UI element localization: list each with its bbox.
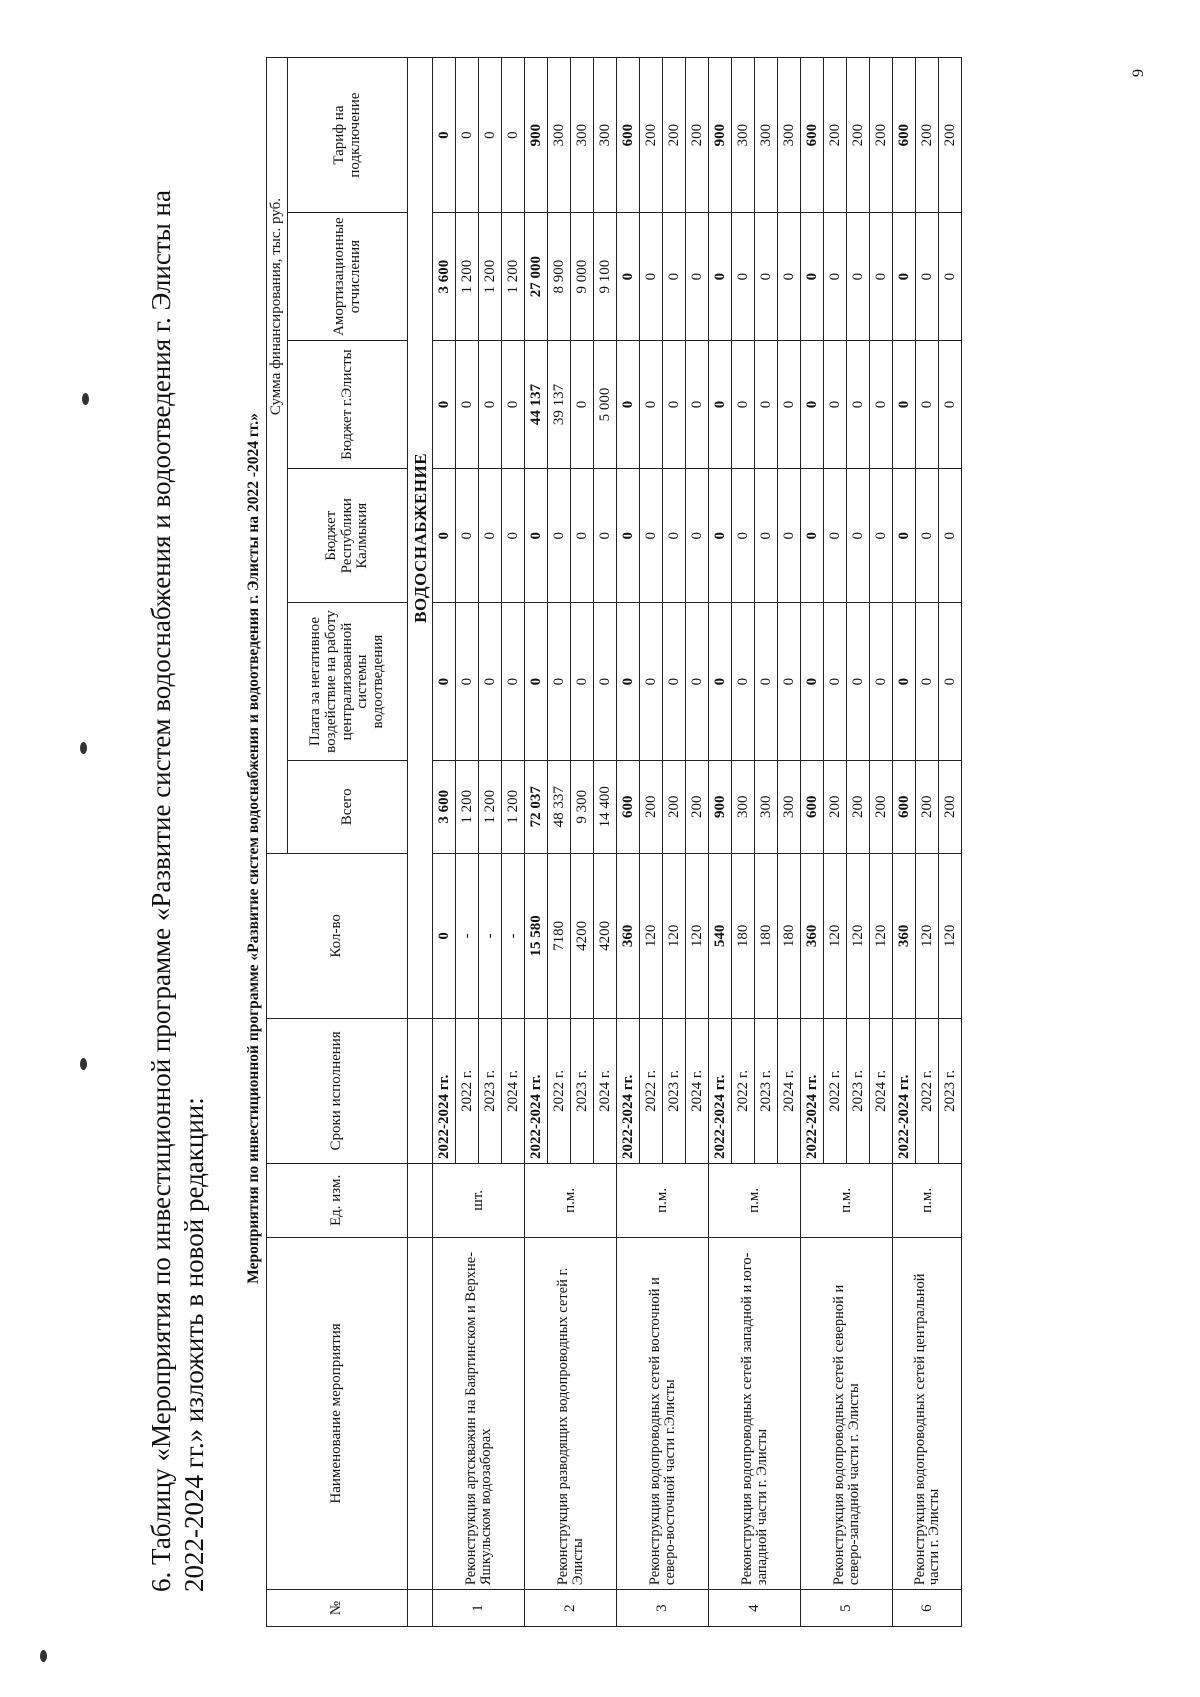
cell-term: 2022-2024 гг. [709, 1018, 732, 1163]
cell-fee: 0 [755, 603, 778, 760]
cell-city: 5 000 [594, 341, 617, 469]
cell-term: 2022 г. [640, 1018, 663, 1163]
unit-cell: шт. [433, 1164, 525, 1238]
cell-amort: 9 100 [594, 213, 617, 341]
cell-city: 0 [686, 341, 709, 469]
cell-city: 0 [709, 341, 732, 469]
measure-name: Реконструкция разводящих водопроводных сетей г. Элисты [525, 1237, 617, 1589]
cell-term: 2023 г. [663, 1018, 686, 1163]
cell-city: 0 [870, 341, 893, 469]
cell-city: 0 [916, 341, 939, 469]
cell-total: 200 [824, 760, 847, 853]
cell-qty: 120 [686, 853, 709, 1018]
cell-total: 600 [617, 760, 640, 853]
cell-rep: 0 [824, 469, 847, 603]
row-number: 2 [525, 1590, 617, 1627]
cell-total: 300 [732, 760, 755, 853]
cell-qty: 360 [801, 853, 824, 1018]
cell-tariff: 600 [893, 58, 916, 213]
header-total: Всего [288, 760, 408, 853]
cell-qty: 540 [709, 853, 732, 1018]
cell-fee: 0 [548, 603, 571, 760]
header-amortization: Амортизационные отчисления [288, 213, 408, 341]
cell-amort: 0 [755, 213, 778, 341]
cell-city: 0 [617, 341, 640, 469]
cell-total: 3 600 [433, 760, 456, 853]
cell-term: 2022-2024 гг. [525, 1018, 548, 1163]
header-fee: Плата за негативное воздействие на работу централизованной системы водоотведения [288, 603, 408, 760]
cell-fee: 0 [801, 603, 824, 760]
cell-rep: 0 [755, 469, 778, 603]
cell-tariff: 0 [433, 58, 456, 213]
header-qty: Кол-во [267, 853, 408, 1018]
cell-rep: 0 [709, 469, 732, 603]
cell-tariff: 300 [594, 58, 617, 213]
cell-fee: 0 [870, 603, 893, 760]
cell-term: 2022 г. [916, 1018, 939, 1163]
cell-amort: 1 200 [479, 213, 502, 341]
cell-qty: 180 [778, 853, 801, 1018]
cell-rep: 0 [801, 469, 824, 603]
document-heading [145, 112, 211, 1592]
cell-rep: 0 [433, 469, 456, 603]
cell-term: 2022 г. [456, 1018, 479, 1163]
cell-total: 300 [778, 760, 801, 853]
cell-qty: - [502, 853, 525, 1018]
cell-tariff: 200 [939, 58, 962, 213]
cell-term: 2024 г. [686, 1018, 709, 1163]
cell-tariff: 300 [732, 58, 755, 213]
cell-term: 2023 г. [847, 1018, 870, 1163]
cell-tariff: 600 [801, 58, 824, 213]
cell-amort: 0 [824, 213, 847, 341]
table-row [709, 58, 732, 1627]
investment-table [266, 57, 962, 1627]
cell-amort: 0 [870, 213, 893, 341]
unit-cell: п.м. [525, 1164, 617, 1238]
cell-term: 2022 г. [824, 1018, 847, 1163]
cell-fee: 0 [479, 603, 502, 760]
cell-fee: 0 [456, 603, 479, 760]
cell-fee: 0 [571, 603, 594, 760]
unit-cell: п.м. [709, 1164, 801, 1238]
row-number: 4 [709, 1590, 801, 1627]
cell-total: 200 [916, 760, 939, 853]
cell-qty: 120 [916, 853, 939, 1018]
cell-qty: 180 [755, 853, 778, 1018]
cell-qty: 120 [939, 853, 962, 1018]
unit-cell: п.м. [893, 1164, 962, 1238]
cell-city: 0 [479, 341, 502, 469]
cell-fee: 0 [433, 603, 456, 760]
cell-term: 2022-2024 гг. [433, 1018, 456, 1163]
header-name: Наименование мероприятия [267, 1237, 408, 1589]
cell-city: 0 [939, 341, 962, 469]
cell-city: 0 [801, 341, 824, 469]
unit-cell: п.м. [617, 1164, 709, 1238]
measure-name: Реконструкция артскважин на Баяртинском и Верхне-Яшкульском водозаборах [433, 1237, 525, 1589]
table-row [617, 58, 640, 1627]
measure-name: Реконструкция водопроводных сетей западной и юго-западной части г. Элисты [709, 1237, 801, 1589]
cell-tariff: 200 [870, 58, 893, 213]
cell-amort: 1 200 [502, 213, 525, 341]
cell-amort: 0 [663, 213, 686, 341]
cell-city: 0 [824, 341, 847, 469]
cell-rep: 0 [732, 469, 755, 603]
cell-amort: 27 000 [525, 213, 548, 341]
cell-fee: 0 [778, 603, 801, 760]
cell-total: 200 [847, 760, 870, 853]
cell-term: 2024 г. [870, 1018, 893, 1163]
cell-amort: 0 [939, 213, 962, 341]
cell-amort: 0 [640, 213, 663, 341]
cell-qty: 360 [617, 853, 640, 1018]
cell-city: 0 [893, 341, 916, 469]
cell-qty: 120 [663, 853, 686, 1018]
cell-fee: 0 [939, 603, 962, 760]
cell-city: 0 [571, 341, 594, 469]
cell-amort: 0 [847, 213, 870, 341]
cell-fee: 0 [824, 603, 847, 760]
cell-city: 0 [778, 341, 801, 469]
cell-rep: 0 [548, 469, 571, 603]
cell-term: 2023 г. [755, 1018, 778, 1163]
cell-amort: 8 900 [548, 213, 571, 341]
cell-qty: 120 [640, 853, 663, 1018]
cell-qty: 120 [870, 853, 893, 1018]
cell-term: 2023 г. [571, 1018, 594, 1163]
cell-term: 2023 г. [939, 1018, 962, 1163]
cell-city: 0 [755, 341, 778, 469]
cell-city: 0 [640, 341, 663, 469]
cell-total: 72 037 [525, 760, 548, 853]
cell-city: 39 137 [548, 341, 571, 469]
cell-fee: 0 [732, 603, 755, 760]
cell-fee: 0 [663, 603, 686, 760]
cell-qty: 360 [893, 853, 916, 1018]
cell-rep: 0 [663, 469, 686, 603]
row-number: 5 [801, 1590, 893, 1627]
cell-fee: 0 [893, 603, 916, 760]
cell-total: 1 200 [502, 760, 525, 853]
header-term: Сроки исполнения [267, 1018, 408, 1163]
cell-term: 2022 г. [548, 1018, 571, 1163]
cell-total: 200 [686, 760, 709, 853]
cell-total: 1 200 [456, 760, 479, 853]
table-caption: Мероприятия по инвестиционной программе «Развитие систем водоснабжения и водоотведения г. Элисты на 2022 -2024 гг.» [245, 413, 262, 1284]
cell-amort: 0 [686, 213, 709, 341]
cell-total: 1 200 [479, 760, 502, 853]
cell-city: 0 [456, 341, 479, 469]
table-row [433, 58, 456, 1627]
row-number: 1 [433, 1590, 525, 1627]
cell-city: 0 [502, 341, 525, 469]
cell-tariff: 300 [755, 58, 778, 213]
cell-tariff: 200 [824, 58, 847, 213]
cell-qty: 7180 [548, 853, 571, 1018]
cell-rep: 0 [617, 469, 640, 603]
cell-qty: 0 [433, 853, 456, 1018]
cell-amort: 0 [709, 213, 732, 341]
cell-city: 0 [847, 341, 870, 469]
cell-total: 200 [640, 760, 663, 853]
cell-total: 48 337 [548, 760, 571, 853]
cell-total: 14 400 [594, 760, 617, 853]
cell-total: 900 [709, 760, 732, 853]
cell-term: 2022 г. [732, 1018, 755, 1163]
unit-cell: п.м. [801, 1164, 893, 1238]
page-number: 9 [1130, 69, 1147, 77]
cell-rep: 0 [502, 469, 525, 603]
cell-city: 0 [732, 341, 755, 469]
header-unit: Ед. изм. [267, 1164, 408, 1238]
cell-fee: 0 [525, 603, 548, 760]
measure-name: Реконструкция водопроводных сетей центральной части г. Элисты [893, 1237, 962, 1589]
cell-rep: 0 [778, 469, 801, 603]
cell-amort: 3 600 [433, 213, 456, 341]
header-city-budget: Бюджет г.Элисты [288, 341, 408, 469]
cell-rep: 0 [916, 469, 939, 603]
cell-rep: 0 [594, 469, 617, 603]
cell-fee: 0 [640, 603, 663, 760]
cell-qty: 120 [847, 853, 870, 1018]
cell-amort: 9 000 [571, 213, 594, 341]
cell-rep: 0 [686, 469, 709, 603]
section-title: ВОДОСНАБЖЕНИЕ [408, 58, 433, 1019]
header-funding: Сумма финансирования, тыс. руб. [267, 58, 288, 854]
cell-term: 2022-2024 гг. [801, 1018, 824, 1163]
cell-qty: - [456, 853, 479, 1018]
cell-total: 200 [939, 760, 962, 853]
cell-fee: 0 [617, 603, 640, 760]
cell-amort: 0 [916, 213, 939, 341]
table-row [801, 58, 824, 1627]
cell-total: 9 300 [571, 760, 594, 853]
cell-total: 200 [663, 760, 686, 853]
cell-tariff: 300 [778, 58, 801, 213]
cell-fee: 0 [916, 603, 939, 760]
cell-fee: 0 [502, 603, 525, 760]
row-number: 3 [617, 1590, 709, 1627]
cell-qty: 15 580 [525, 853, 548, 1018]
cell-tariff: 200 [663, 58, 686, 213]
cell-rep: 0 [640, 469, 663, 603]
cell-qty: 4200 [594, 853, 617, 1018]
cell-tariff: 200 [686, 58, 709, 213]
cell-rep: 0 [870, 469, 893, 603]
table-row [893, 58, 916, 1627]
cell-total: 600 [801, 760, 824, 853]
cell-total: 600 [893, 760, 916, 853]
cell-tariff: 200 [640, 58, 663, 213]
cell-amort: 0 [801, 213, 824, 341]
cell-term: 2023 г. [479, 1018, 502, 1163]
cell-tariff: 200 [916, 58, 939, 213]
cell-term: 2024 г. [594, 1018, 617, 1163]
row-number: 6 [893, 1590, 962, 1627]
cell-total: 200 [870, 760, 893, 853]
cell-tariff: 600 [617, 58, 640, 213]
cell-amort: 0 [617, 213, 640, 341]
cell-qty: - [479, 853, 502, 1018]
cell-city: 0 [433, 341, 456, 469]
header-num: № [267, 1590, 408, 1627]
cell-city: 44 137 [525, 341, 548, 469]
cell-fee: 0 [847, 603, 870, 760]
cell-rep: 0 [939, 469, 962, 603]
cell-tariff: 900 [709, 58, 732, 213]
cell-amort: 0 [732, 213, 755, 341]
heading-line-2: 2022-2024 гг.» изложить в новой редакции: [178, 1097, 209, 1592]
cell-rep: 0 [456, 469, 479, 603]
cell-amort: 0 [778, 213, 801, 341]
cell-qty: 4200 [571, 853, 594, 1018]
header-rep-budget: Бюджет Республики Калмыкия [288, 469, 408, 603]
measure-name: Реконструкция водопроводных сетей восточной и северо-восточной части г.Элисты [617, 1237, 709, 1589]
cell-tariff: 0 [479, 58, 502, 213]
cell-qty: 180 [732, 853, 755, 1018]
table-row [525, 58, 548, 1627]
cell-term: 2022-2024 гг. [893, 1018, 916, 1163]
cell-tariff: 0 [456, 58, 479, 213]
cell-city: 0 [663, 341, 686, 469]
cell-rep: 0 [847, 469, 870, 603]
cell-qty: 120 [824, 853, 847, 1018]
measure-name: Реконструкция водопроводных сетей северной и северо-западной части г. Элисты [801, 1237, 893, 1589]
cell-fee: 0 [709, 603, 732, 760]
cell-term: 2022-2024 гг. [617, 1018, 640, 1163]
cell-total: 300 [755, 760, 778, 853]
cell-rep: 0 [479, 469, 502, 603]
header-tariff: Тариф на подключение [288, 58, 408, 213]
section-row [408, 58, 433, 1627]
cell-rep: 0 [525, 469, 548, 603]
cell-fee: 0 [686, 603, 709, 760]
heading-line-1: 6. Таблицу «Мероприятия по инвестиционной программе «Развитие систем водоснабжения и водоотведения г. Элисты на [146, 190, 176, 1592]
cell-tariff: 900 [525, 58, 548, 213]
cell-amort: 1 200 [456, 213, 479, 341]
cell-amort: 0 [893, 213, 916, 341]
cell-tariff: 0 [502, 58, 525, 213]
cell-tariff: 300 [571, 58, 594, 213]
cell-rep: 0 [571, 469, 594, 603]
cell-tariff: 300 [548, 58, 571, 213]
cell-term: 2024 г. [502, 1018, 525, 1163]
cell-fee: 0 [594, 603, 617, 760]
cell-rep: 0 [893, 469, 916, 603]
cell-term: 2024 г. [778, 1018, 801, 1163]
cell-tariff: 200 [847, 58, 870, 213]
